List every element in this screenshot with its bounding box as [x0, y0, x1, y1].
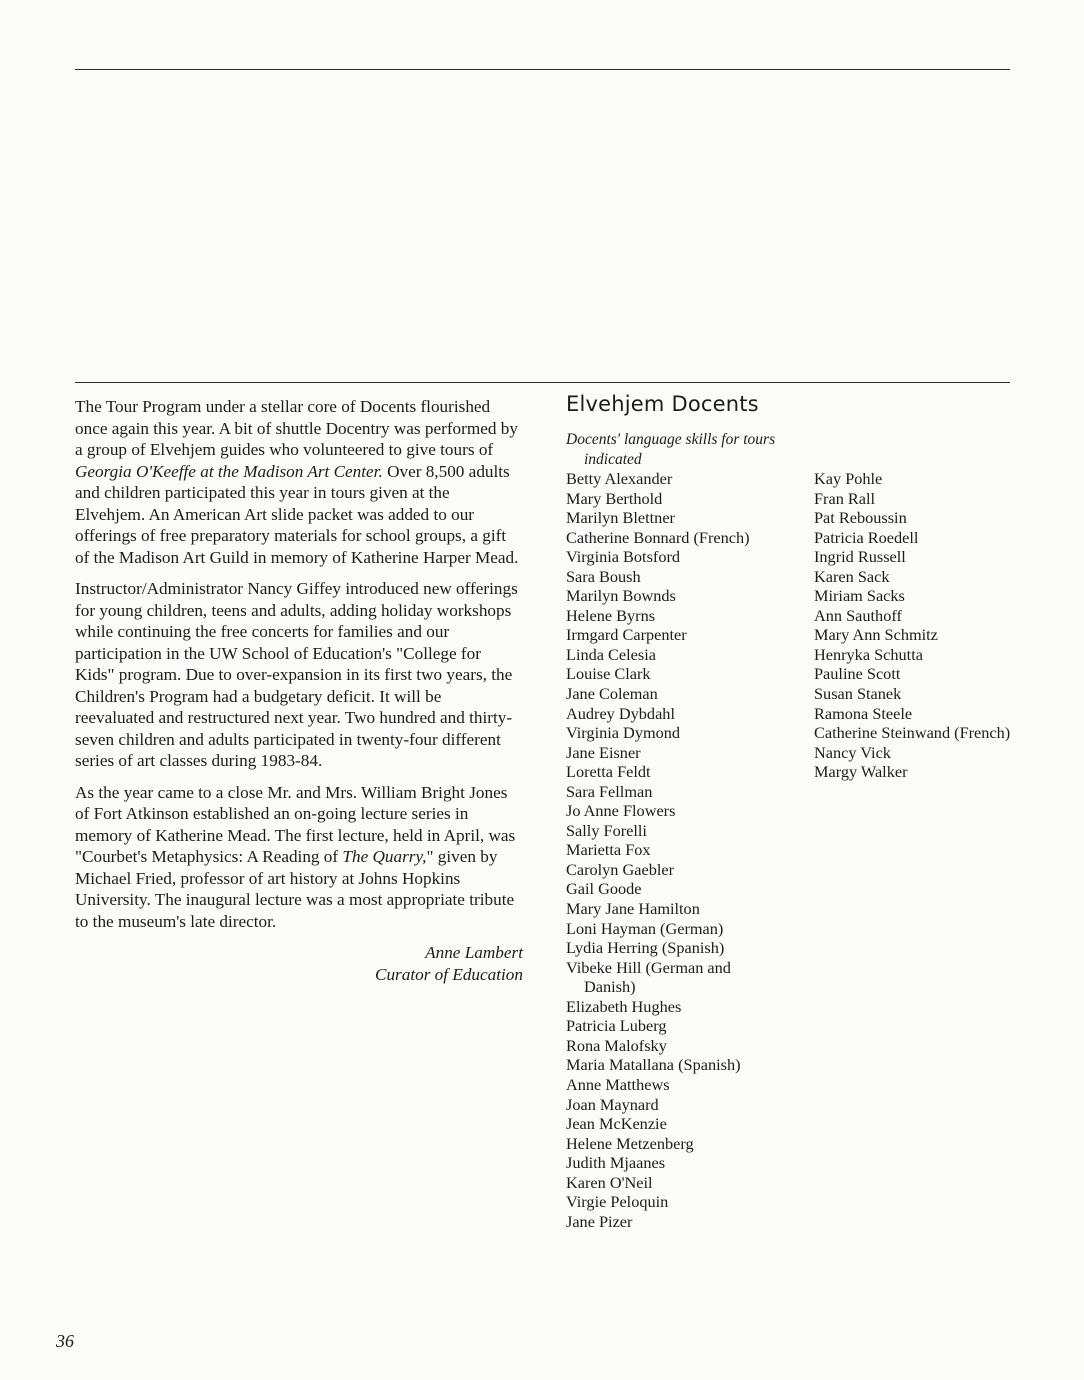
docent-name: Loretta Feldt: [566, 762, 651, 782]
docent-name: Marilyn Bownds: [566, 586, 676, 606]
docent-name: Patricia Luberg: [566, 1016, 667, 1036]
docent-name: Marilyn Blettner: [566, 508, 675, 528]
section-rule: [75, 382, 1010, 383]
docent-name: Vibeke Hill (German and Danish): [566, 957, 731, 997]
docents-note: Docents' language skills for tours indicated: [566, 431, 776, 468]
painting-title: The Quarry,: [342, 847, 427, 866]
docent-name: Karen O'Neil: [566, 1172, 653, 1192]
docent-name: Audrey Dybdahl: [566, 703, 675, 723]
docent-name: Nancy Vick: [814, 742, 891, 762]
signature-title: Curator of Education: [374, 965, 523, 984]
docent-name: Judith Mjaanes: [566, 1153, 666, 1173]
docent-name: Catherine Bonnard (French): [566, 527, 750, 547]
docent-name: Gail Goode: [566, 879, 642, 899]
docent-name: Catherine Steinwand (French): [814, 723, 1011, 743]
docent-name: Virgie Peloquin: [566, 1192, 669, 1212]
docent-name: Ramona Steele: [814, 703, 913, 723]
paragraph-lecture-series: As the year came to a close Mr. and Mrs. William Bright Jones of Fort Atkinson established an on-going lecture series in memory of Katherine Mead. The first lecture, held in April, was "Courbet's Metaphysics: A Reading of The Quarry," given by Michael Fried, professor of art history at Johns Hopkins University. The inaugural lecture was a most appropriate tribute to the museum's late director.: [75, 782, 516, 931]
docent-name: Margy Walker: [814, 762, 908, 782]
docent-name: Henryka Schutta: [814, 644, 923, 664]
docent-name: Anne Matthews: [566, 1074, 670, 1094]
docents-heading: Elvehjem Docents: [566, 392, 759, 416]
docent-name: Jane Coleman: [566, 684, 658, 704]
docent-name: Sara Boush: [566, 566, 641, 586]
docent-name: Marietta Fox: [566, 840, 651, 860]
page-number: 36: [56, 1331, 74, 1351]
signature-block: [75, 942, 523, 986]
docent-name: Elizabeth Hughes: [566, 996, 682, 1016]
docent-name: Ann Sauthoff: [814, 605, 902, 625]
docent-name: Carolyn Gaebler: [566, 859, 675, 879]
docent-name: Mary Berthold: [566, 488, 663, 508]
article-column: [75, 396, 523, 986]
docent-name: Lydia Herring (Spanish): [566, 938, 725, 958]
docent-name: Fran Rall: [814, 488, 876, 508]
docent-name: Mary Jane Hamilton: [566, 899, 700, 919]
docent-name: Jane Eisner: [566, 742, 641, 762]
top-rule: [75, 69, 1010, 70]
docent-name: Loni Hayman (German): [566, 918, 724, 938]
docent-name: Virginia Dymond: [566, 723, 681, 743]
paragraph-childrens-program: Instructor/Administrator Nancy Giffey introduced new offerings for young children, teens and adults, adding holiday workshops while continuing the free concerts for families and our participation in the UW School of Education's "College for Kids" program. Due to over-expansion in its first two years, the Children's Program had a budgetary deficit. It will be reevaluated and restructured next year. Two hundred and thirty-seven children and adults participated in twenty-four different series of art classes during 1983-84.: [75, 579, 518, 770]
docent-name: Kay Pohle: [814, 469, 883, 488]
docent-name: Mary Ann Schmitz: [814, 625, 938, 645]
docent-name: Patricia Roedell: [814, 527, 919, 547]
exhibition-title: Georgia O'Keeffe at the Madison Art Center.: [75, 461, 383, 481]
docent-name: Jean McKenzie: [566, 1114, 667, 1134]
docent-name: Linda Celesia: [566, 644, 656, 664]
docent-list-right: [814, 469, 1010, 782]
docent-name: Betty Alexander: [566, 469, 673, 488]
docent-name: Susan Stanek: [814, 684, 902, 704]
docent-name: Rona Malofsky: [566, 1035, 667, 1055]
docent-name: Ingrid Russell: [814, 547, 906, 567]
signature-name: Anne Lambert: [425, 943, 523, 962]
docent-name: Louise Clark: [566, 664, 651, 684]
docent-name: Joan Maynard: [566, 1094, 659, 1114]
docent-name: Maria Matallana (Spanish): [566, 1055, 741, 1075]
docent-name: Virginia Botsford: [566, 547, 681, 567]
docent-list-left: [566, 469, 774, 1231]
docent-name: Helene Metzenberg: [566, 1133, 694, 1153]
paragraph-tour-program: The Tour Program under a stellar core of Docents flourished once again this year. A bit of shuttle Docentry was performed by a group of Elvehjem guides who volunteered to give tours of Georgia O'Keeffe at the Madison Art Center. Over 8,500 adults and children participated this year in tours given at the Elvehjem. An American Art slide packet was added to our offerings of free preparatory materials for school groups, a gift of the Madison Art Guild in memory of Katherine Harper Mead.: [75, 397, 519, 567]
docent-name: Sara Fellman: [566, 781, 653, 801]
docent-name: Jo Anne Flowers: [566, 801, 676, 821]
docent-name: Pauline Scott: [814, 664, 901, 684]
docent-name: Sally Forelli: [566, 820, 647, 840]
docent-name: Irmgard Carpenter: [566, 625, 687, 645]
docent-name: Helene Byrns: [566, 605, 656, 625]
docent-name: Pat Reboussin: [814, 508, 907, 528]
docent-name: Jane Pizer: [566, 1211, 633, 1231]
docent-name: Miriam Sacks: [814, 586, 905, 606]
docent-name: Karen Sack: [814, 566, 890, 586]
